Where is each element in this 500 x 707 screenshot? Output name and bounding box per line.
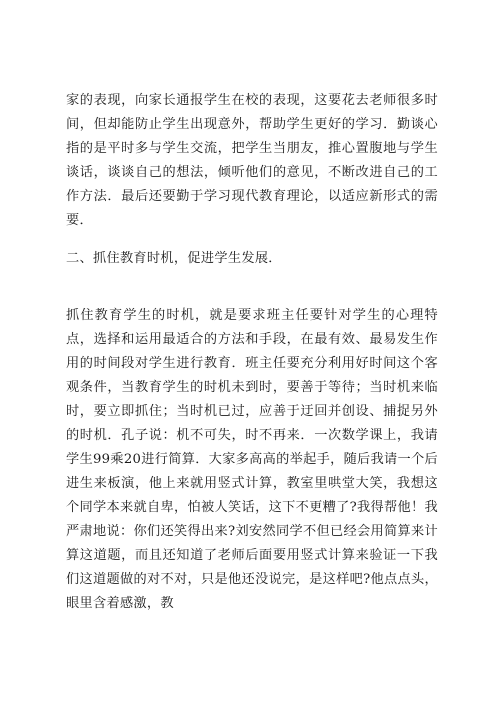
body-paragraph: 家的表现，向家长通报学生在校的表现，这要花去老师很多时间，但却能防止学生出现意外，帮助学生更好的学习．勤谈心指的是平时多与学生交流，把学生当朋友，推心置腹地与学生谈话，谈谈自己的想法，倾听他们的意见，不断改进自己的工作方法．最后还要勤于学习现代教育理论，以适应新形式的需要． [66, 93, 438, 228]
section-heading: 二、抓住教育时机，促进学生发展． [66, 251, 282, 266]
body-paragraph: 抓住教育学生的时机，就是要求班主任要针对学生的心理特点，选择和运用最适合的方法和手段，在最有效、最易发生作用的时间段对学生进行教育．班主任要充分利用好时间这个客观条件，当教育学生的时机未到时，要善于等待；当时机来临时，要立即抓住；当时机已过，应善于迂回并创设、捕捉另外的时机．孔子说：机不可失，时不再来．一次数学课上，我请学生99乘20进行简算．大家多高高的举起手，随后我请一个后进生来板演，他上来就用竖式计算，教室里哄堂大笑，我想这个同学本来就自卑，怕被人笑话，这下不更糟了?我得帮他！我严肃地说：你们还笑得出来?刘安然同学不但已经会用简算来计算这道题，而且还知道了老师后面要用竖式计算来验证一下我们这道题做的对不对，只是他还没说完，是这样吧?他点点头，眼里含着感激，教 [66, 308, 438, 611]
